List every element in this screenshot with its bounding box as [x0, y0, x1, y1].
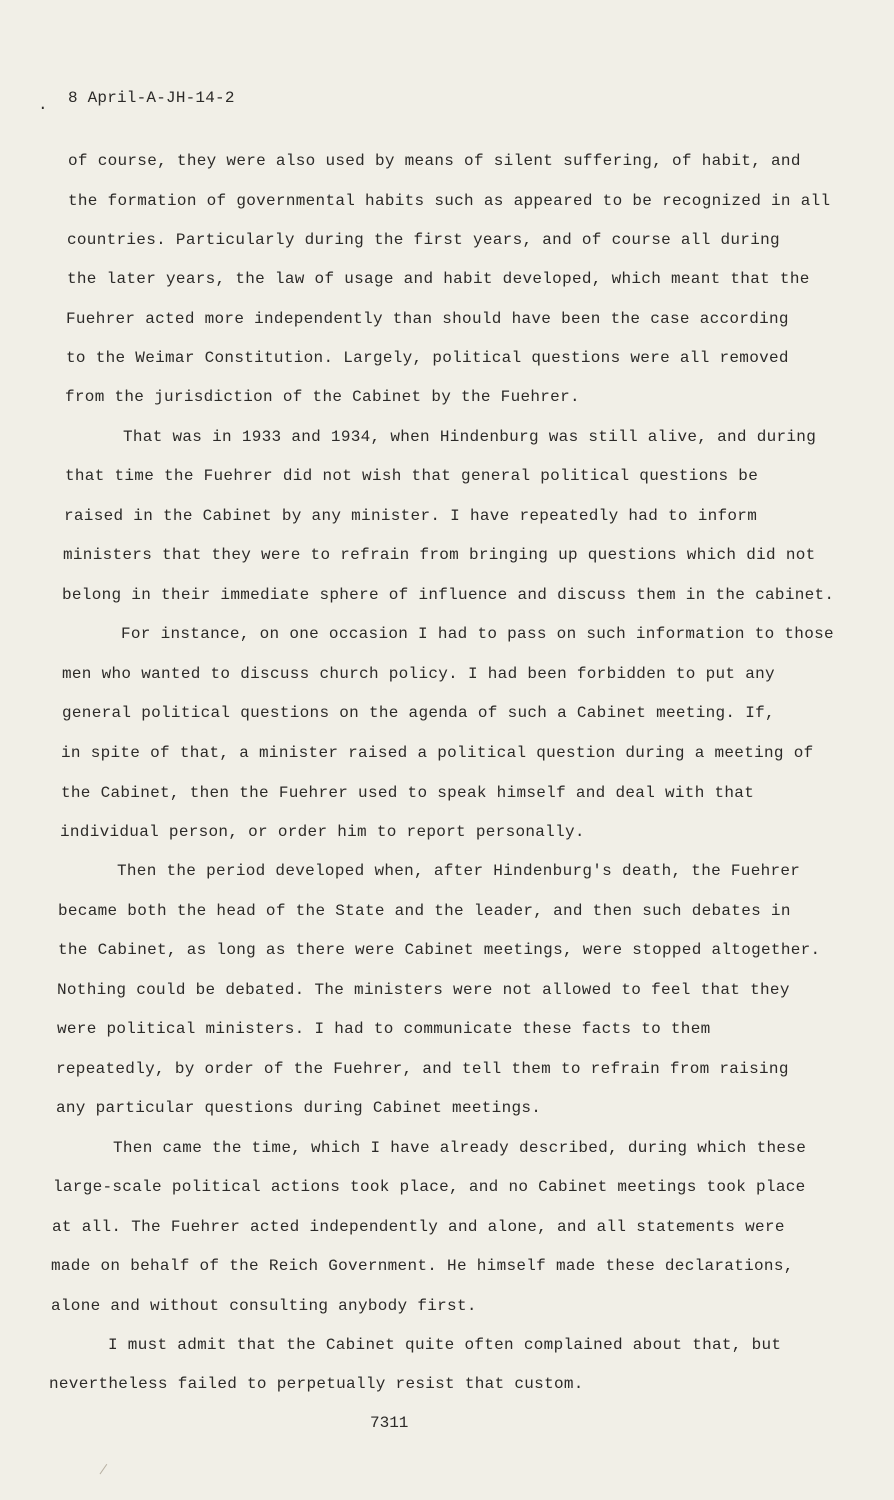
body-line: at all. The Fuehrer acted independently and alone, and all statements were	[52, 1218, 785, 1236]
body-line: in spite of that, a minister raised a political question during a meeting of	[61, 744, 814, 762]
body-line: the Cabinet, as long as there were Cabinet meetings, were stopped altogether.	[58, 941, 821, 959]
body-line: large-scale political actions took place, and no Cabinet meetings took place	[53, 1178, 806, 1196]
body-line: For instance, on one occasion I had to pass on such information to those	[121, 625, 834, 643]
body-line: repeatedly, by order of the Fuehrer, and tell them to refrain from raising	[56, 1060, 789, 1078]
body-line: men who wanted to discuss church policy. I had been forbidden to put any	[62, 665, 775, 683]
body-line: individual person, or order him to report personally.	[60, 823, 585, 841]
body-line: That was in 1933 and 1934, when Hindenburg was still alive, and during	[123, 428, 817, 446]
body-line: ministers that they were to refrain from bringing up questions which did not	[63, 546, 816, 564]
body-line: of course, they were also used by means of silent suffering, of habit, and	[68, 152, 801, 170]
body-line: Nothing could be debated. The ministers were not allowed to feel that they	[57, 981, 790, 999]
body-line: Fuehrer acted more independently than should have been the case according	[66, 310, 789, 328]
body-line: made on behalf of the Reich Government. He himself made these declarations,	[51, 1257, 794, 1275]
body-line: countries. Particularly during the first years, and of course all during	[67, 231, 780, 249]
body-line: general political questions on the agenda of such a Cabinet meeting. If,	[62, 704, 775, 722]
body-line: the Cabinet, then the Fuehrer used to speak himself and deal with that	[61, 784, 755, 802]
body-line: to the Weimar Constitution. Largely, political questions were all removed	[66, 349, 789, 367]
body-line: any particular questions during Cabinet meetings.	[56, 1099, 542, 1117]
body-line: nevertheless failed to perpetually resist that custom.	[49, 1375, 584, 1393]
page-number: 7311	[370, 1414, 409, 1432]
margin-dot: .	[38, 96, 48, 114]
body-line: from the jurisdiction of the Cabinet by the Fuehrer.	[65, 388, 580, 406]
body-line: became both the head of the State and the leader, and then such debates in	[58, 902, 791, 920]
body-line: were political ministers. I had to communicate these facts to them	[57, 1020, 711, 1038]
body-line: Then the period developed when, after Hindenburg's death, the Fuehrer	[117, 862, 801, 880]
body-line: that time the Fuehrer did not wish that general political questions be	[65, 467, 759, 485]
body-line: raised in the Cabinet by any minister. I have repeatedly had to inform	[64, 507, 758, 525]
body-line: the formation of governmental habits such as appeared to be recognized in all	[68, 192, 831, 210]
body-line: the later years, the law of usage and habit developed, which meant that the	[67, 270, 810, 288]
body-line: alone and without consulting anybody first.	[51, 1297, 477, 1315]
stray-pencil-mark	[100, 1464, 116, 1480]
document-reference: 8 April-A-JH-14-2	[68, 89, 235, 107]
body-line: Then came the time, which I have already described, during which these	[113, 1139, 807, 1157]
body-line: I must admit that the Cabinet quite often complained about that, but	[108, 1336, 782, 1354]
body-line: belong in their immediate sphere of influence and discuss them in the cabinet.	[62, 586, 835, 604]
